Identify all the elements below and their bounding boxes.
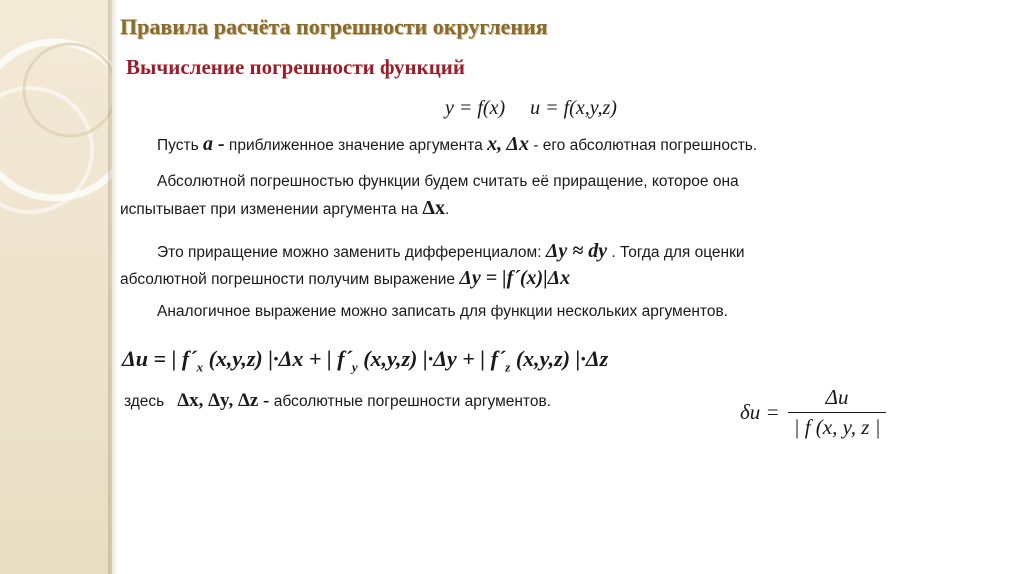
relative-error-denominator: | f (x, y, z | — [788, 412, 887, 440]
paragraph-absolute-error-line1: Абсолютной погрешностью функции будем считать её приращение, которое она — [157, 173, 739, 190]
p1-text-1: Пусть — [157, 137, 203, 154]
relative-error-fraction — [788, 385, 887, 440]
p2-math: Δx — [422, 197, 445, 219]
p2-text: испытывает при изменении аргумента на — [120, 201, 423, 218]
paragraph-differential-line1 — [157, 238, 745, 266]
bf-sub-y: y — [351, 359, 358, 375]
p2-end: . — [444, 201, 450, 218]
p3-math-2: Δy = |f´(x)|Δx — [459, 267, 571, 289]
p3-end-1: . Тогда для оценки — [607, 244, 745, 261]
bf-part-d: (x,y,z) |·Δz — [510, 346, 609, 371]
p1-math-dx: Δx — [506, 133, 529, 155]
here-text-1: здесь — [124, 393, 178, 410]
p1-text-4: - его абсолютная погрешность. — [528, 137, 758, 154]
bf-sub-x: x — [196, 359, 204, 375]
slide-title: Правила расчёта погрешности округления — [120, 14, 548, 39]
here-text-2: абсолютные погрешности аргументов. — [269, 393, 552, 410]
paragraph-absolute-error-line2 — [120, 195, 449, 223]
function-definitions: y = f(x) u = f(x,y,z) — [445, 97, 617, 119]
here-math: Δx, Δy, Δz - — [177, 390, 270, 411]
paragraph-multiple-args: Аналогичное выражение можно записать для функции нескольких аргументов. — [157, 303, 728, 320]
bf-sub-z: z — [505, 359, 511, 375]
paragraph-argument — [157, 131, 757, 159]
relative-error-formula — [740, 385, 886, 440]
p1-math-a: a - — [202, 133, 225, 155]
p3-text-1: Это приращение можно заменить дифференциалом: — [157, 244, 546, 261]
p3-math-1: Δy ≈ dy — [545, 240, 608, 262]
slide-content — [112, 0, 1024, 574]
paragraph-differential-line2 — [120, 265, 570, 293]
relative-error-numerator: Δu — [825, 385, 849, 409]
slide-subtitle: Вычисление погрешности функций — [126, 55, 465, 79]
p1-text-2: приближенное значение аргумента — [224, 137, 488, 154]
decorative-left-panel — [0, 0, 112, 574]
p1-math-x: x, — [487, 133, 503, 155]
relative-error-lhs: δu = — [740, 400, 780, 424]
bf-part-c: (x,y,z) |·Δy + | f´ — [357, 346, 506, 371]
total-error-formula — [122, 346, 608, 375]
paragraph-here — [124, 390, 551, 412]
p3-text-2: абсолютной погрешности получим выражение — [120, 271, 460, 288]
bf-part-b: (x,y,z) |·Δx + | f´ — [203, 346, 352, 371]
bf-part-a: Δu = | f´ — [122, 346, 197, 371]
decorative-rings-icon — [0, 0, 112, 574]
